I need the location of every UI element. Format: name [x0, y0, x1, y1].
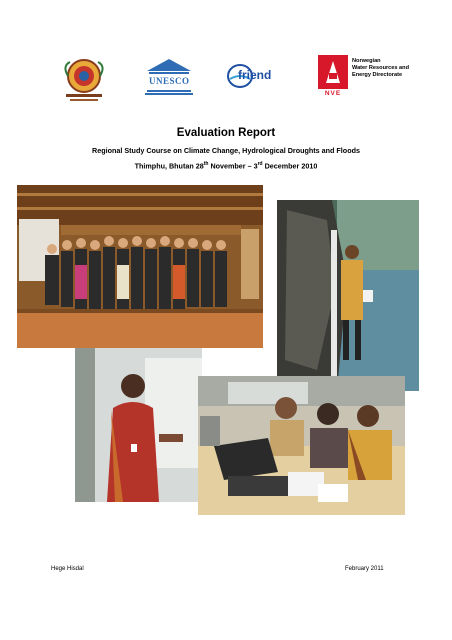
- footer-author: Hege Hisdal: [51, 566, 84, 572]
- dates-prefix: Thimphu, Bhutan 28: [134, 161, 204, 171]
- report-subtitle: Regional Study Course on Climate Change, Hydrological Droughts and Floods: [92, 146, 360, 155]
- report-dates: [0, 161, 452, 170]
- bhutan-emblem-logo: [56, 56, 112, 104]
- presenter-photo: [75, 348, 202, 502]
- footer-date: February 2011: [345, 566, 384, 572]
- group-photo: [17, 185, 263, 348]
- dates-sup-rd: rd: [257, 161, 263, 167]
- dates-sup-th: th: [203, 161, 209, 167]
- nve-logo: [318, 55, 418, 101]
- friend-logo: [226, 63, 286, 89]
- dates-suffix: December 2010: [262, 161, 318, 171]
- unesco-wordmark: UNESCO: [149, 76, 190, 86]
- unesco-logo: [143, 57, 195, 97]
- laptop-workshop-photo: [198, 376, 405, 515]
- nve-mark: NVE: [324, 90, 342, 97]
- river-gauge-photo: [277, 200, 419, 391]
- nve-name-line2: Water Resources and: [352, 65, 409, 71]
- nve-name-line1: Norwegian: [352, 58, 381, 64]
- dates-mid: November – 3: [208, 161, 258, 171]
- nve-name-line3: Energy Directorate: [352, 72, 403, 78]
- friend-wordmark: friend: [238, 68, 272, 82]
- report-title: Evaluation Report: [176, 127, 276, 139]
